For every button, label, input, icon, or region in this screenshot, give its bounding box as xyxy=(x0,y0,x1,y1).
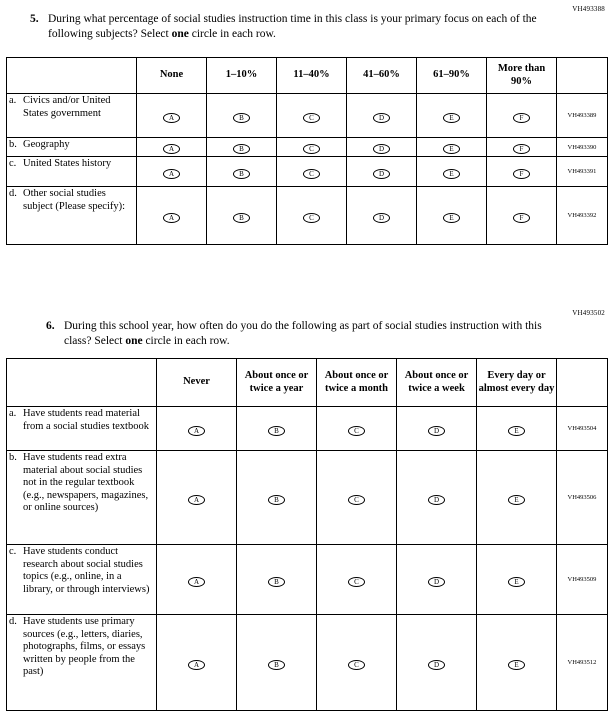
row-label: Have students read extra material about social studies not in the regular textbook (e.g., newspapers, magazines, or online sources) xyxy=(23,452,149,514)
answer-oval[interactable]: A xyxy=(188,660,205,670)
column-header: About once or twice a month xyxy=(317,359,397,407)
column-header: 11–40% xyxy=(277,58,347,94)
row-index: b. xyxy=(9,139,17,150)
answer-oval[interactable]: F xyxy=(513,144,530,154)
question-5-survey-code: VH493388 xyxy=(572,5,605,13)
header-row xyxy=(7,359,608,407)
column-header: About once or twice a week xyxy=(397,359,477,407)
row-index: c. xyxy=(9,158,17,169)
answer-oval[interactable]: C xyxy=(303,213,320,223)
answer-oval[interactable]: A xyxy=(188,426,205,436)
table-row xyxy=(7,407,608,451)
answer-oval[interactable]: E xyxy=(443,113,460,123)
header-stub-cell xyxy=(7,58,137,94)
row-index: b. xyxy=(9,452,17,463)
question-5-text: During what percentage of social studies instruction time in this class is your primary focus on each of the following subjects? Select one circle in each row. xyxy=(48,13,537,40)
answer-oval[interactable]: E xyxy=(508,660,525,670)
answer-oval[interactable]: E xyxy=(508,577,525,587)
table-row xyxy=(7,157,608,187)
answer-oval[interactable]: A xyxy=(163,144,180,154)
answer-oval[interactable]: E xyxy=(443,213,460,223)
answer-oval[interactable]: B xyxy=(268,426,285,436)
answer-oval[interactable]: F xyxy=(513,113,530,123)
row-label: Have students conduct research about social studies topics (e.g., online, in a library, or through interviews) xyxy=(23,546,150,595)
answer-oval[interactable]: A xyxy=(163,169,180,179)
column-header: About once or twice a year xyxy=(237,359,317,407)
row-label: Have students read material from a social studies textbook xyxy=(23,408,149,432)
answer-oval[interactable]: D xyxy=(428,495,445,505)
answer-oval[interactable]: D xyxy=(428,660,445,670)
row-index: a. xyxy=(9,408,17,419)
row-index: d. xyxy=(9,188,17,199)
column-header: Never xyxy=(157,359,237,407)
row-label: United States history xyxy=(23,158,112,169)
column-header: None xyxy=(137,58,207,94)
question-6-prompt xyxy=(46,319,568,349)
answer-oval[interactable]: E xyxy=(443,144,460,154)
header-code-cell xyxy=(557,359,608,407)
row-code: VH493390 xyxy=(557,138,608,157)
row-code: VH493509 xyxy=(557,545,608,615)
question-5-table xyxy=(6,57,608,245)
answer-oval[interactable]: D xyxy=(373,113,390,123)
answer-oval[interactable]: E xyxy=(508,426,525,436)
table-row xyxy=(7,187,608,245)
answer-oval[interactable]: C xyxy=(303,144,320,154)
header-stub-cell xyxy=(7,359,157,407)
row-index: c. xyxy=(9,546,17,557)
answer-oval[interactable]: D xyxy=(428,426,445,436)
row-label: Civics and/or United States government xyxy=(23,95,111,119)
question-6-table xyxy=(6,358,608,711)
row-code: VH493506 xyxy=(557,451,608,545)
column-header: More than 90% xyxy=(487,58,557,94)
answer-oval[interactable]: D xyxy=(428,577,445,587)
question-6-number: 6. xyxy=(46,320,55,332)
answer-oval[interactable]: E xyxy=(508,495,525,505)
question-6-text: During this school year, how often do you do the following as part of social studies instruction with this class? Select one circle in each row. xyxy=(64,320,542,347)
answer-oval[interactable]: B xyxy=(233,144,250,154)
question-5-prompt xyxy=(30,12,570,42)
answer-oval[interactable]: C xyxy=(348,577,365,587)
table-row xyxy=(7,94,608,138)
answer-oval[interactable]: C xyxy=(348,660,365,670)
answer-oval[interactable]: D xyxy=(373,213,390,223)
table-row xyxy=(7,545,608,615)
answer-oval[interactable]: A xyxy=(188,495,205,505)
row-label: Geography xyxy=(23,139,70,150)
row-label: Other social studies subject (Please specify): xyxy=(23,188,126,212)
answer-oval[interactable]: E xyxy=(443,169,460,179)
question-6-survey-code: VH493502 xyxy=(572,309,605,317)
answer-oval[interactable]: C xyxy=(348,495,365,505)
answer-oval[interactable]: A xyxy=(163,213,180,223)
answer-oval[interactable]: B xyxy=(233,169,250,179)
answer-oval[interactable]: F xyxy=(513,169,530,179)
row-code: VH493392 xyxy=(557,187,608,245)
row-code: VH493389 xyxy=(557,94,608,138)
row-label: Have students use primary sources (e.g., letters, diaries, photographs, films, or essays written by people from the past) xyxy=(23,616,146,678)
answer-oval[interactable]: C xyxy=(348,426,365,436)
answer-oval[interactable]: B xyxy=(268,495,285,505)
answer-oval[interactable]: C xyxy=(303,169,320,179)
answer-oval[interactable]: A xyxy=(163,113,180,123)
column-header: Every day or almost every day xyxy=(477,359,557,407)
row-code: VH493512 xyxy=(557,615,608,711)
row-code: VH493504 xyxy=(557,407,608,451)
question-5-number: 5. xyxy=(30,13,39,25)
header-code-cell xyxy=(557,58,608,94)
row-index: d. xyxy=(9,616,17,627)
answer-oval[interactable]: C xyxy=(303,113,320,123)
header-row xyxy=(7,58,608,94)
answer-oval[interactable]: D xyxy=(373,169,390,179)
answer-oval[interactable]: B xyxy=(268,577,285,587)
answer-oval[interactable]: A xyxy=(188,577,205,587)
table-row xyxy=(7,615,608,711)
table-row xyxy=(7,138,608,157)
table-row xyxy=(7,451,608,545)
answer-oval[interactable]: F xyxy=(513,213,530,223)
row-index: a. xyxy=(9,95,17,106)
row-code: VH493391 xyxy=(557,157,608,187)
column-header: 41–60% xyxy=(347,58,417,94)
column-header: 61–90% xyxy=(417,58,487,94)
answer-oval[interactable]: B xyxy=(268,660,285,670)
answer-oval[interactable]: B xyxy=(233,213,250,223)
column-header: 1–10% xyxy=(207,58,277,94)
answer-oval[interactable]: D xyxy=(373,144,390,154)
answer-oval[interactable]: B xyxy=(233,113,250,123)
